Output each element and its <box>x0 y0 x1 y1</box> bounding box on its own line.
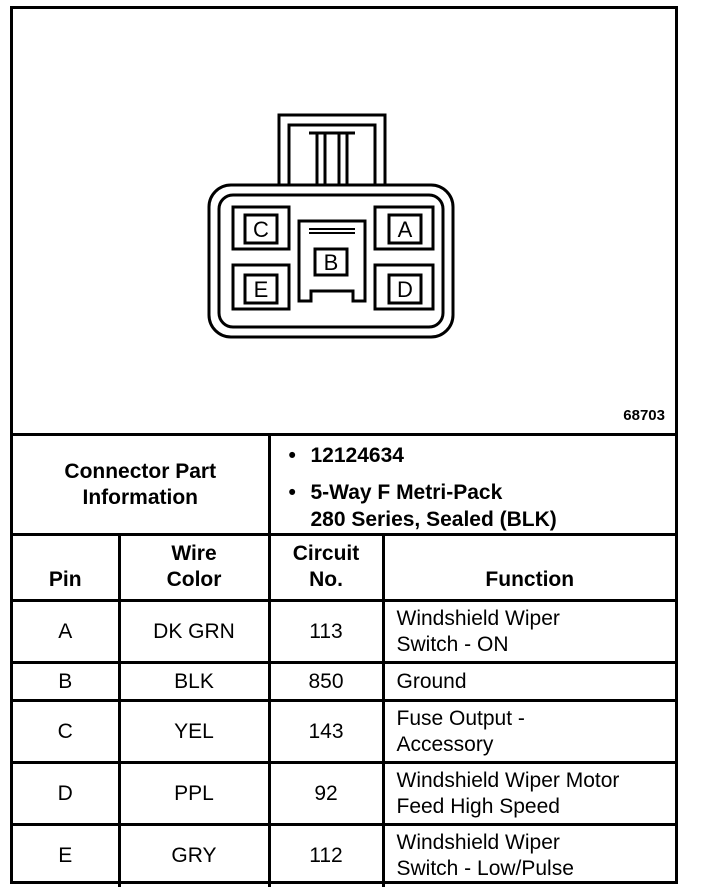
wire-color-cell: GRY <box>119 825 269 887</box>
function-cell: Fuse Output - Accessory <box>383 701 675 763</box>
header-row <box>13 535 675 601</box>
pin-c-label: C <box>253 217 269 242</box>
part-number: 12124634 <box>310 444 404 467</box>
table-row <box>13 763 675 825</box>
circuit-cell: 112 <box>269 825 383 887</box>
bullet: • <box>288 444 296 467</box>
pin-cell: C <box>13 701 119 763</box>
pin-a-label: A <box>397 217 413 242</box>
connector-page <box>10 6 678 884</box>
circuit-cell: 850 <box>269 663 383 701</box>
figure-number: 68703 <box>623 407 665 424</box>
description-line2: 280 Series, Sealed (BLK) <box>310 508 557 531</box>
pin-cell: D <box>13 763 119 825</box>
function-cell: Windshield Wiper Motor Feed High Speed <box>383 763 675 825</box>
circuit-header: Circuit No. <box>269 535 383 601</box>
pin-b-label: B <box>323 250 339 275</box>
pin-cell: E <box>13 825 119 887</box>
wire-color-cell: PPL <box>119 763 269 825</box>
wire-color-cell: BLK <box>119 663 269 701</box>
connector-diagram <box>13 9 675 433</box>
wire-color-cell: DK GRN <box>119 601 269 663</box>
wire-color-cell: YEL <box>119 701 269 763</box>
circuit-cell: 113 <box>269 601 383 663</box>
function-cell: Windshield Wiper Switch - Low/Pulse <box>383 825 675 887</box>
description-item <box>288 479 676 506</box>
part-number-item <box>288 442 676 469</box>
wire-color-header: Wire Color <box>119 535 269 601</box>
pin-d-label: D <box>397 277 413 302</box>
connector-face-drawing <box>13 9 675 433</box>
table-row <box>13 663 675 701</box>
function-cell: Windshield Wiper Switch - ON <box>383 601 675 663</box>
description-line1: 5-Way F Metri-Pack <box>310 481 503 504</box>
bullet: • <box>288 481 296 504</box>
circuit-cell: 143 <box>269 701 383 763</box>
connector-part-info-values <box>269 435 675 535</box>
function-header: Function <box>383 535 675 601</box>
function-cell: Ground <box>383 663 675 701</box>
connector-info-label-line1: Connector Part <box>64 459 217 483</box>
pin-cell: B <box>13 663 119 701</box>
circuit-cell: 92 <box>269 763 383 825</box>
pin-header: Pin <box>13 535 119 601</box>
table-row <box>13 701 675 763</box>
connector-part-info-label <box>13 435 269 535</box>
pin-cell: A <box>13 601 119 663</box>
pinout-table <box>13 433 675 887</box>
connector-info-label-line2: Information <box>82 485 198 509</box>
pin-e-label: E <box>253 277 269 302</box>
table-row <box>13 825 675 887</box>
table-row <box>13 601 675 663</box>
connector-info-row <box>13 435 675 535</box>
